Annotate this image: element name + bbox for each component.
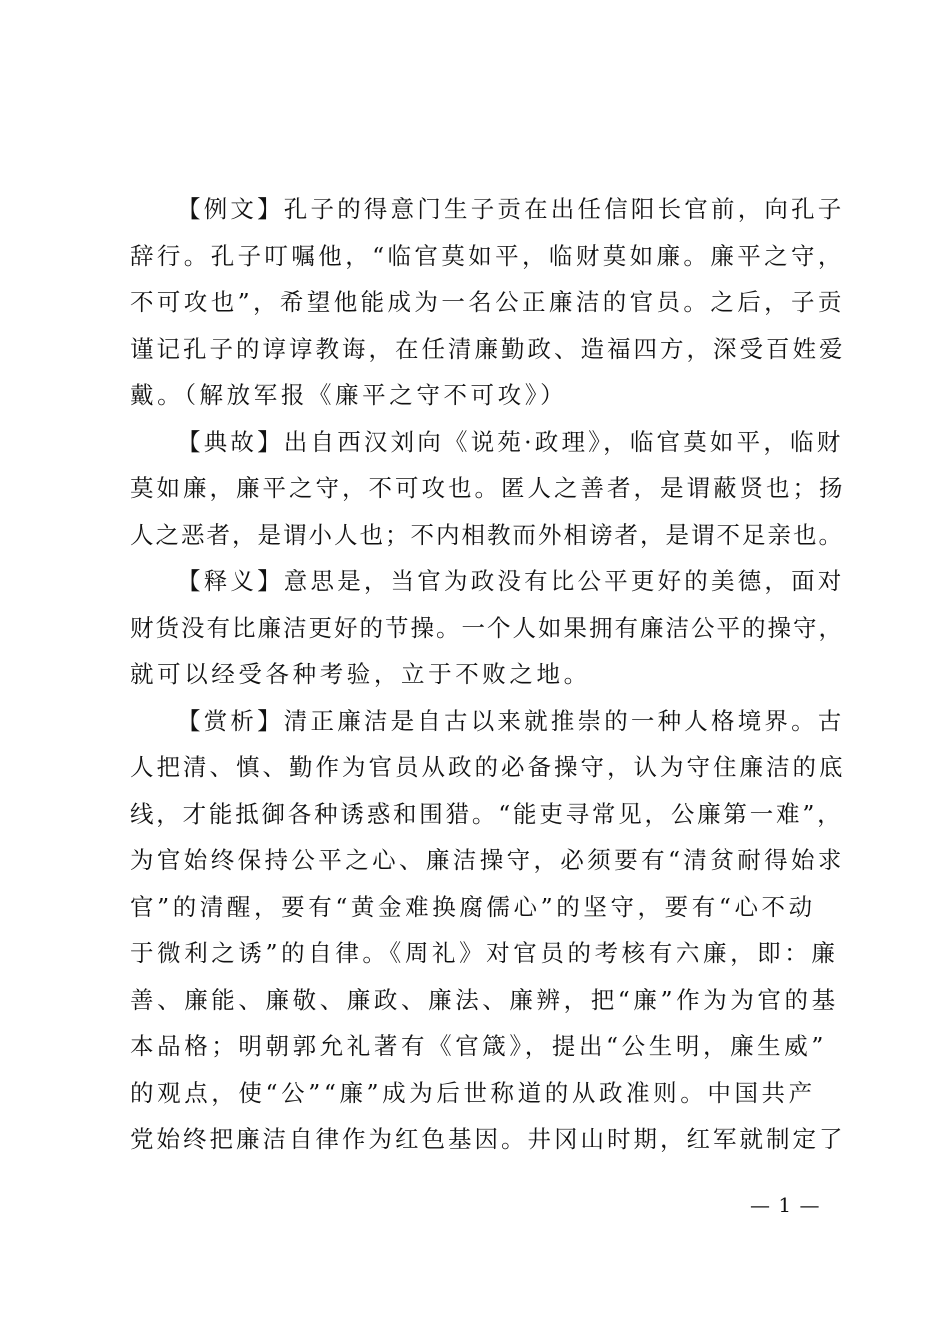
- text-line: 就可以经受各种考验，立于不败之地。: [130, 660, 591, 688]
- text-line: 人把清、慎、勤作为官员从政的必备操守，认为守住廉洁的底: [130, 753, 846, 781]
- text-line: 本品格；明朝郭允礼著有《官箴》，提出“公生明，廉生威”: [130, 1032, 827, 1060]
- text-line: 党始终把廉洁自律作为红色基因。井冈山时期，红军就制定了: [130, 1125, 846, 1153]
- text-line: 戴。（解放军报《廉平之守不可攻》）: [130, 381, 568, 409]
- text-line: 为官始终保持公平之心、廉洁操守，必须要有“清贫耐得始求: [130, 846, 845, 874]
- text-line: 【例文】孔子的得意门生子贡在出任信阳长官前，向孔子: [177, 195, 845, 223]
- paragraph-interpretation: [130, 558, 846, 698]
- text-line: 谨记孔子的谆谆教诲，在任清廉勤政、造福四方，深受百姓爱: [130, 334, 846, 363]
- paragraph-appreciation: [130, 698, 846, 1163]
- text-line: 善、廉能、廉敬、廉政、廉法、廉辨，把“廉”作为为官的基: [130, 985, 839, 1014]
- document-body: [130, 186, 846, 1163]
- text-line: 莫如廉，廉平之守，不可攻也。匿人之善者，是谓蔽贤也；扬: [130, 474, 846, 502]
- text-line: 【赏析】清正廉洁是自古以来就推崇的一种人格境界。古: [177, 706, 845, 735]
- page-number: — 1 —: [750, 1193, 821, 1217]
- text-line: 于微利之诱”的自律。《周礼》对官员的考核有六廉，即：廉: [130, 939, 839, 967]
- text-line: 官”的清醒，要有“黄金难换腐儒心”的坚守，要有“心不动: [130, 892, 816, 921]
- paragraph-example: [130, 186, 846, 419]
- text-line: 线，才能抵御各种诱惑和围猎。“能吏寻常见，公廉第一难”，: [130, 799, 844, 828]
- text-line: 【典故】出自西汉刘向《说苑·政理》，临官莫如平，临财: [177, 427, 844, 456]
- paragraph-allusion: [130, 419, 846, 559]
- text-line: 不可攻也”，希望他能成为一名公正廉洁的官员。之后，子贡: [130, 288, 845, 316]
- text-line: 辞行。孔子叮嘱他，“临官莫如平，临财莫如廉。廉平之守，: [130, 241, 845, 270]
- text-line: 的观点，使“公”“廉”成为后世称道的从政准则。中国共产: [130, 1078, 816, 1107]
- text-line: 【释义】意思是，当官为政没有比公平更好的美德，面对: [177, 567, 845, 595]
- text-line: 财货没有比廉洁更好的节操。一个人如果拥有廉洁公平的操守，: [130, 613, 844, 642]
- text-line: 人之恶者，是谓小人也；不内相教而外相谤者，是谓不足亲也。: [130, 520, 844, 549]
